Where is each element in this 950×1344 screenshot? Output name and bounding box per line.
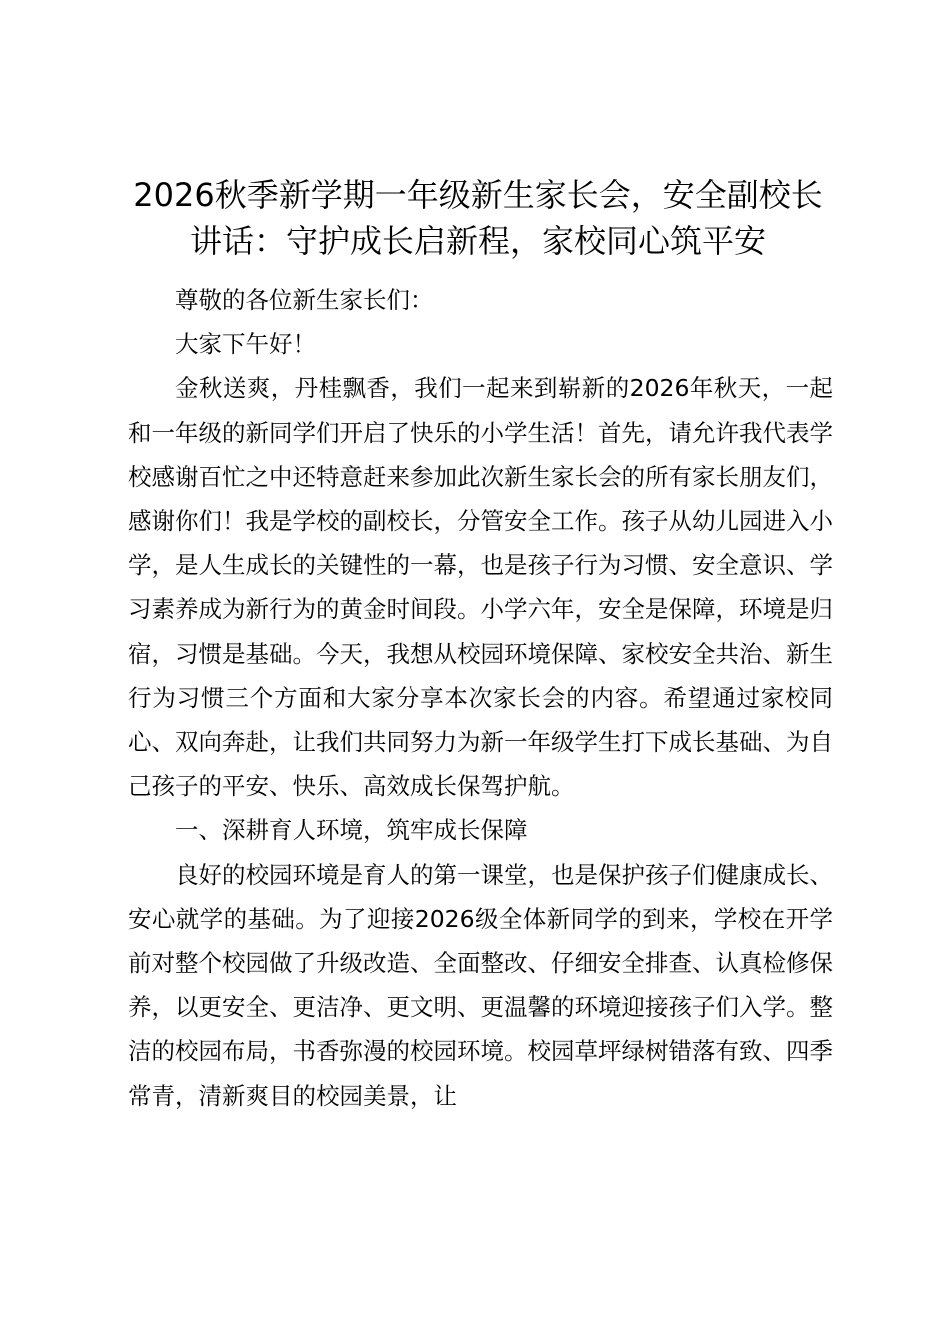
- section-1-paragraph: 良好的校园环境是育人的第一课堂，也是保护孩子们健康成长、安心就学的基础。为了迎接2026级全体新同学的到来，学校在开学前对整个校园做了升级改造、全面整改、仔细安全排查、认真检修保养，以更安全、更洁净、更文明、更温馨的环境迎接孩子们入学。整洁的校园布局，书香弥漫的校园环境。校园草坪绿树错落有致、四季常青，清新爽目的校园美景，让: [128, 860, 833, 1110]
- greeting: 大家下午好！: [175, 330, 316, 359]
- document-body: [128, 278, 833, 1118]
- document-title: 2026秋季新学期一年级新生家长会，安全副校长讲话：守护成长启新程，家校同心筑平安: [133, 176, 823, 260]
- salutation: 尊敬的各位新生家长们：: [175, 286, 434, 314]
- section-heading-1: 一、深耕育人环境，筑牢成长保障: [175, 816, 528, 845]
- opening-paragraph: 金秋送爽，丹桂飘香，我们一起来到崭新的2026年秋天，一起和一年级的新同学们开启了快乐的小学生活！首先，请允许我代表学校感谢百忙之中还特意赶来参加此次新生家长会的所有家长朋友们，感谢你们！我是学校的副校长，分管安全工作。孩子从幼儿园进入小学，是人生成长的关键性的一幕，也是孩子行为习惯、安全意识、学习素养成为新行为的黄金时间段。小学六年，安全是保障，环境是归宿，习惯是基础。今天，我想从校园环境保障、家校安全共治、新生行为习惯三个方面和大家分享本次家长会的内容。希望通过家校同心、双向奔赴，让我们共同努力为新一年级学生打下成长基础、为自己孩子的平安、快乐、高效成长保驾护航。: [128, 374, 833, 801]
